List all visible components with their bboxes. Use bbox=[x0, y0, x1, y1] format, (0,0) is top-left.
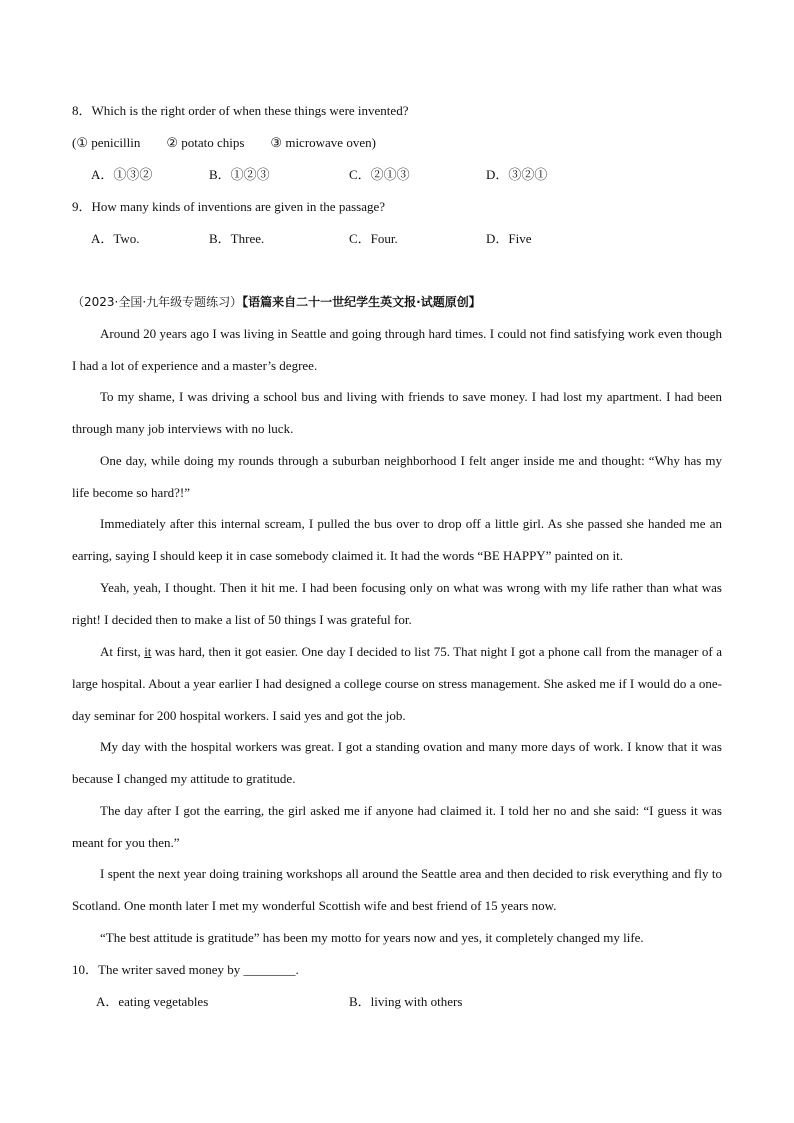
paragraph-6-start: At first, bbox=[100, 644, 145, 659]
question-8-option-b: B．①②③ bbox=[209, 167, 270, 182]
question-10-option-a: A．eating vegetables bbox=[96, 994, 209, 1009]
passage-paragraph-1: Around 20 years ago I was living in Seattle and going through hard times. I could not find satisfying work even though I had a lot of experience and a master’s degree. bbox=[72, 326, 722, 373]
question-10-stem: 10．The writer saved money by ________. bbox=[72, 962, 299, 977]
paragraph-6-rest: was hard, then it got easier. One day I decided to list 75. That night I got a phone call from the manager of a large hospital. About a year earlier I had designed a college course on stress management. She asked me if I would do a one-day seminar for 200 hospital workers. I said yes and got the job. bbox=[72, 644, 722, 723]
question-9-option-a: A．Two. bbox=[91, 231, 140, 246]
question-8-items: (① penicillin ② potato chips ③ microwave oven) bbox=[72, 135, 376, 150]
passage-paragraph-9: I spent the next year doing training workshops all around the Seattle area and then decided to risk everything and fly to Scotland. One month later I met my wonderful Scottish wife and best friend of 15 years now. bbox=[72, 866, 722, 913]
question-8-option-a: A．①③② bbox=[91, 167, 153, 182]
passage-source-prefix: （2023·全国·九年级专题练习） bbox=[72, 295, 243, 309]
passage-source bbox=[72, 294, 481, 310]
question-8-option-d: D．③②① bbox=[486, 167, 548, 182]
passage-paragraph-8: The day after I got the earring, the girl asked me if anyone had claimed it. I told her no and she said: “I guess it was meant for you then.” bbox=[72, 803, 722, 850]
question-8-option-c: C．②①③ bbox=[349, 167, 410, 182]
question-9-option-b: B．Three. bbox=[209, 231, 265, 246]
passage-paragraph-2: To my shame, I was driving a school bus and living with friends to save money. I had lost my apartment. I had been through many job interviews with no luck. bbox=[72, 389, 722, 436]
question-9-option-d: D．Five bbox=[486, 231, 532, 246]
question-9-option-c: C．Four. bbox=[349, 231, 398, 246]
question-10-option-b: B．living with others bbox=[349, 994, 463, 1009]
question-8-stem: 8．Which is the right order of when these things were invented? bbox=[72, 103, 409, 118]
passage-paragraph-10: “The best attitude is gratitude” has been my motto for years now and yes, it completely changed my life. bbox=[100, 930, 644, 945]
passage-paragraph-7: My day with the hospital workers was great. I got a standing ovation and many more days of work. I know that it was because I changed my attitude to gratitude. bbox=[72, 739, 722, 786]
passage-paragraph-4: Immediately after this internal scream, I pulled the bus over to drop off a little girl. As she passed she handed me an earring, saying I should keep it in case somebody claimed it. It had the words “BE HAPPY” painted on it. bbox=[72, 516, 722, 563]
passage-paragraph-3: One day, while doing my rounds through a suburban neighborhood I felt anger inside me and thought: “Why has my life become so hard?!” bbox=[72, 453, 722, 500]
passage-source-title: 【语篇来自二十一世纪学生英文报·试题原创】 bbox=[242, 295, 481, 309]
underlined-word-it: it bbox=[144, 644, 152, 659]
passage-paragraph-5: Yeah, yeah, I thought. Then it hit me. I had been focusing only on what was wrong with my life rather than what was right! I decided then to make a list of 50 things I was grateful for. bbox=[72, 580, 722, 627]
passage-paragraph-6 bbox=[72, 636, 722, 731]
question-9-stem: 9．How many kinds of inventions are given in the passage? bbox=[72, 199, 386, 214]
